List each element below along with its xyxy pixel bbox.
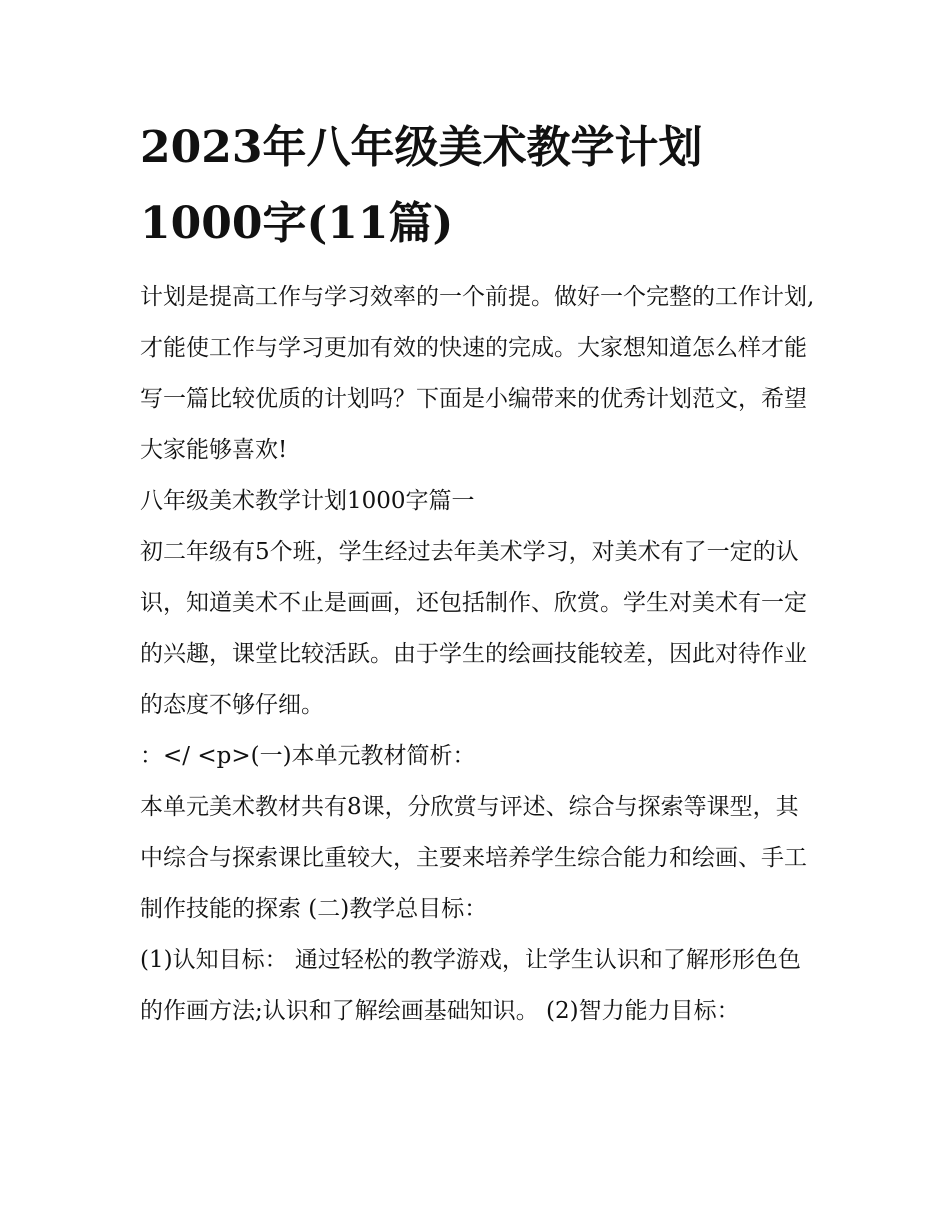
document-title-line-2: 1000字(11篇) bbox=[140, 198, 454, 249]
textbook-analysis-heading: ：</ <p>(一)本单元教材简析： bbox=[140, 743, 476, 769]
class-situation-paragraph: 初二年级有5个班，学生经过去年美术学习，对美术有了一定的认识，知道美术不止是画画，还包括制作、欣赏。学生对美术有一定的兴趣，课堂比较活跃。由于学生的绘画技能较差，因此对待作业的态度不够仔细。 bbox=[140, 539, 807, 718]
textbook-analysis-paragraph: 本单元美术教材共有8课，分欣赏与评述、综合与探索等课型，其中综合与探索课比重较大，主要来培养学生综合能力和绘画、手工制作技能的探索 (二)教学总目标： bbox=[140, 794, 807, 922]
intro-paragraph: 计划是提高工作与学习效率的一个前提。做好一个完整的工作计划,才能使工作与学习更加有效的快速的完成。大家想知道怎么样才能写一篇比较优质的计划吗？下面是小编带来的优秀计划范文，希望大家能够喜欢! bbox=[140, 284, 815, 463]
goals-paragraph: (1)认知目标： 通过轻松的教学游戏，让学生认识和了解形形色色的作画方法;认识和了解绘画基础知识。 (2)智力能力目标： bbox=[140, 947, 801, 1024]
section-heading: 八年级美术教学计划1000字篇一 bbox=[140, 488, 475, 514]
document-page bbox=[140, 110, 815, 1037]
document-title bbox=[140, 110, 815, 262]
document-title-line-1: 2023年八年级美术教学计划 bbox=[140, 122, 703, 173]
